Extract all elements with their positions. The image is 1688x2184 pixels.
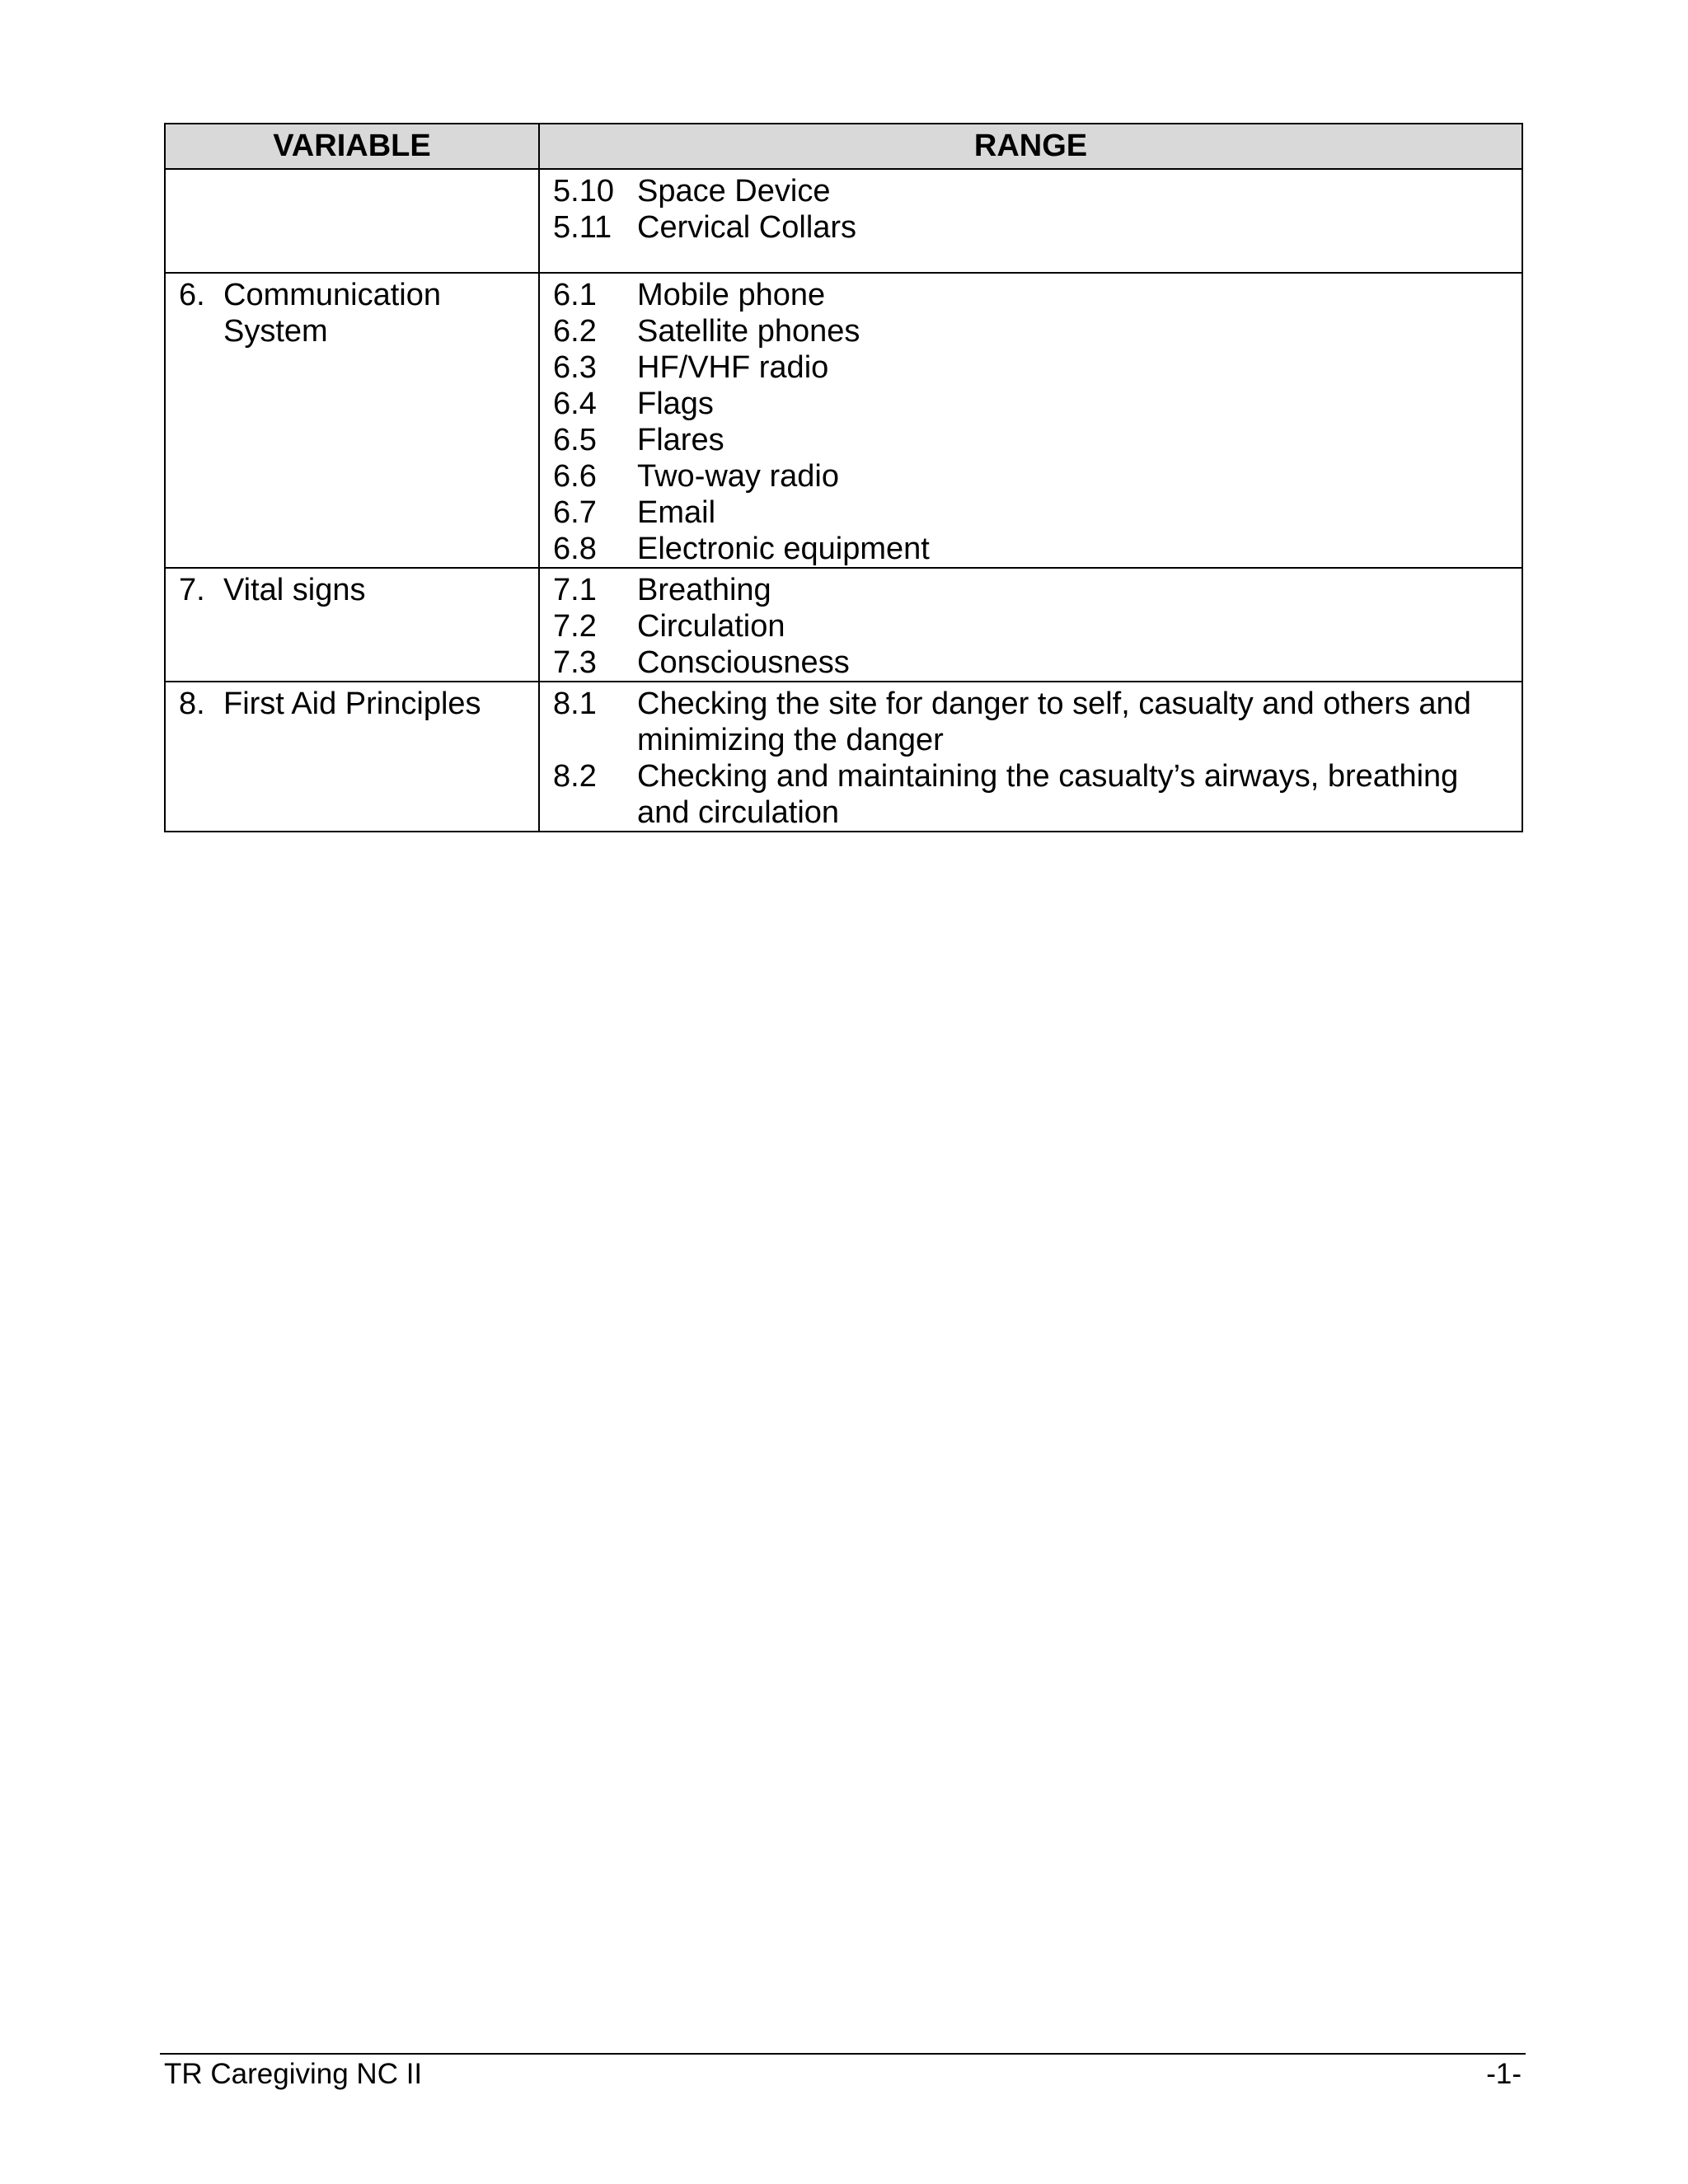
- range-item: [553, 608, 1508, 644]
- range-item-text: Electronic equipment: [637, 532, 930, 566]
- range-cell: [539, 568, 1522, 682]
- range-item-text: Breathing: [637, 573, 771, 607]
- variable-label: Vital signs: [223, 573, 366, 607]
- range-item-number: 6.4: [553, 387, 597, 421]
- range-item: [553, 422, 1508, 458]
- variable-number: 6.: [179, 278, 205, 312]
- range-cell: [539, 682, 1522, 832]
- range-item: [553, 277, 1508, 313]
- header-range: RANGE: [539, 124, 1522, 169]
- range-item-number: 6.6: [553, 459, 597, 494]
- range-item: [553, 531, 1508, 567]
- range-item-text: Space Device: [637, 174, 831, 209]
- variable-cell: [165, 568, 539, 682]
- range-cell: [539, 273, 1522, 568]
- range-item-text: Flags: [637, 387, 714, 421]
- variable-label: System: [223, 314, 328, 349]
- range-item-number: 7.3: [553, 645, 597, 680]
- table-row: [165, 682, 1522, 832]
- footer-title: TR Caregiving NC II: [164, 2058, 423, 2090]
- range-item-number: 6.7: [553, 495, 597, 530]
- range-item-number: 6.8: [553, 532, 597, 566]
- range-item: [553, 572, 1508, 608]
- range-item: [553, 494, 1508, 531]
- page-number: -1-: [1486, 2058, 1522, 2090]
- range-item-number: 6.1: [553, 278, 597, 312]
- header-variable: VARIABLE: [165, 124, 539, 169]
- variable-number: 8.: [179, 687, 205, 721]
- range-item-text: HF/VHF radio: [637, 350, 829, 385]
- variable-range-table: [164, 123, 1523, 832]
- footer-divider: [160, 2053, 1526, 2055]
- table-row: [165, 273, 1522, 568]
- range-item-number: 8.1: [553, 687, 597, 721]
- range-item: [553, 458, 1508, 494]
- range-item: [553, 386, 1508, 422]
- table-row: [165, 169, 1522, 273]
- range-item-text: Email: [637, 495, 716, 530]
- variable-number: 7.: [179, 573, 205, 607]
- range-item: [553, 173, 1508, 209]
- table-row: [165, 568, 1522, 682]
- range-item-text: Satellite phones: [637, 314, 860, 349]
- range-item: [553, 313, 1508, 349]
- variable-cell: [165, 169, 539, 273]
- range-item-text: Mobile phone: [637, 278, 826, 312]
- range-item-text: Consciousness: [637, 645, 850, 680]
- range-cell: [539, 169, 1522, 273]
- variable-cell: [165, 682, 539, 832]
- range-item-number: 5.11: [553, 210, 612, 245]
- range-item-text: Checking the site for danger to self, casualty and others and minimizing the danger: [637, 687, 1471, 757]
- range-item-text: Two-way radio: [637, 459, 839, 494]
- variable-label: First Aid Principles: [223, 687, 481, 721]
- range-item-text: Flares: [637, 423, 724, 457]
- range-item-text: Checking and maintaining the casualty’s airways, breathing and circulation: [637, 759, 1459, 830]
- variable-cell: [165, 273, 539, 568]
- range-item-number: 7.1: [553, 573, 597, 607]
- range-item: [553, 644, 1508, 681]
- range-item-number: 6.2: [553, 314, 597, 349]
- table-header-row: [165, 124, 1522, 169]
- variable-label: Communication: [223, 278, 441, 312]
- range-item-number: 8.2: [553, 759, 597, 794]
- range-item: [553, 758, 1508, 831]
- range-item-number: 5.10: [553, 174, 614, 209]
- range-item-number: 6.5: [553, 423, 597, 457]
- range-item-text: Cervical Collars: [637, 210, 857, 245]
- range-item-number: 7.2: [553, 609, 597, 644]
- range-item-number: 6.3: [553, 350, 597, 385]
- range-item-text: Circulation: [637, 609, 785, 644]
- range-item: [553, 686, 1508, 758]
- range-item: [553, 349, 1508, 386]
- range-item: [553, 209, 1508, 246]
